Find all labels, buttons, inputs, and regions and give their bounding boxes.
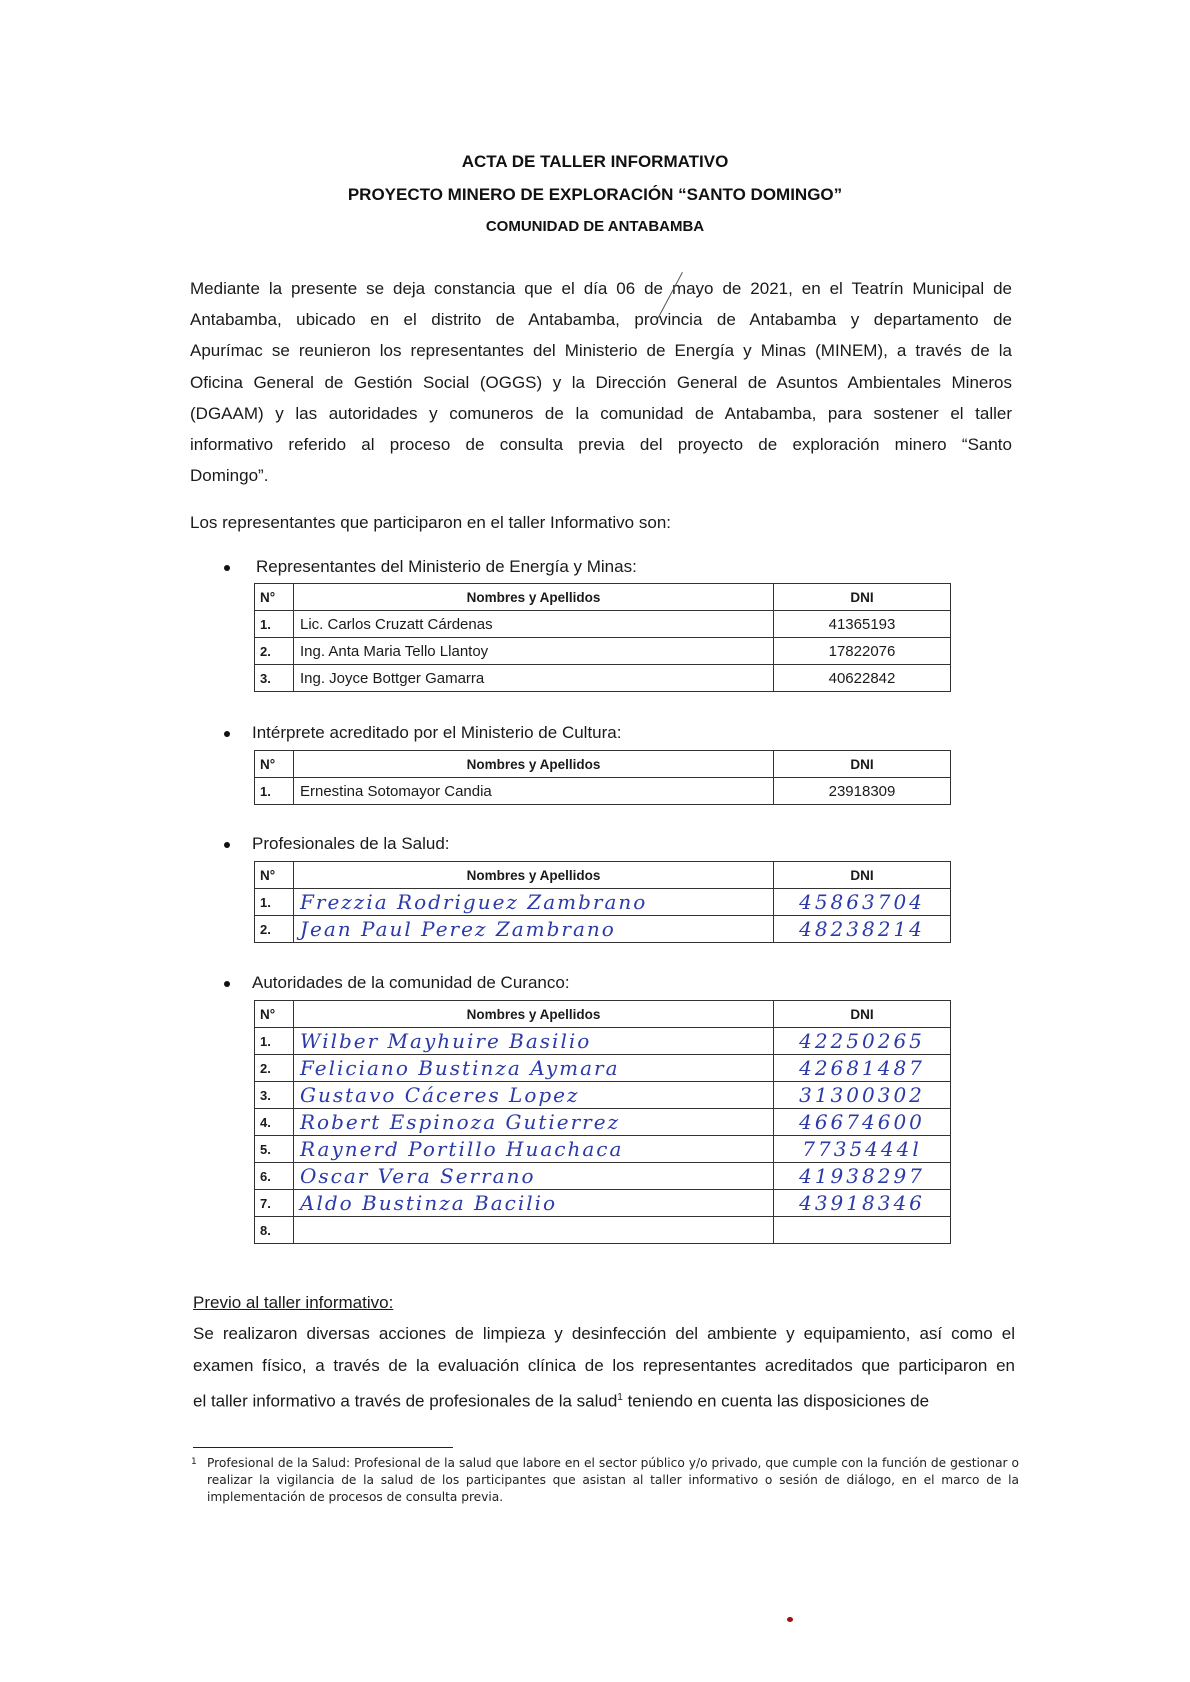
table-header-row: N° Nombres y Apellidos DNI (255, 1001, 951, 1028)
previo-line: el taller informativo a través de profesionales de la salud$^1$ teniendo en cuenta las disposiciones de (193, 1391, 930, 1411)
intro-line: Antabamba, ubicado en el distrito de Antabamba, provincia de Antabamba y departamento de (190, 310, 1012, 330)
handwritten-dni: 45863704 (774, 889, 951, 916)
table-row: 6. Oscar Vera Serrano 41938297 (255, 1163, 951, 1190)
table-row: 2. Jean Paul Perez Zambrano 48238214 (255, 916, 951, 943)
bullet-icon (224, 842, 230, 848)
previo-paragraph (193, 1318, 1015, 1418)
table-row: 1. Ernestina Sotomayor Candia 23918309 (255, 778, 951, 805)
handwritten-name: Raynerd Portillo Huachaca (294, 1136, 774, 1163)
interpreter-table (254, 750, 951, 805)
bullet-icon (224, 731, 230, 737)
table-row: 7. Aldo Bustinza Bacilio 43918346 (255, 1190, 951, 1217)
handwritten-dni: 41938297 (774, 1163, 951, 1190)
bullet-icon (224, 981, 230, 987)
table-row: 4. Robert Espinoza Gutierrez 46674600 (255, 1109, 951, 1136)
intro-line: (DGAAM) y las autoridades y comuneros de la comunidad de Antabamba, para sostener el taller (190, 403, 1012, 423)
table-row: 1. Frezzia Rodriguez Zambrano 45863704 (255, 889, 951, 916)
handwritten-name: Robert Espinoza Gutierrez (294, 1109, 774, 1136)
footnote-ref: 1 (617, 1392, 623, 1403)
intro-line: Mediante la presente se deja constancia que el día 06 de mayo de 2021, en el Teatrín Municipal de (190, 279, 1012, 298)
participants-intro: Los representantes que participaron en el taller Informativo son: (190, 513, 671, 532)
handwritten-dni: 42250265 (774, 1028, 951, 1055)
table-row: 2. Ing. Anta Maria Tello Llantoy 17822076 (255, 638, 951, 665)
scan-artifact (787, 1617, 793, 1622)
handwritten-dni: 46674600 (774, 1109, 951, 1136)
handwritten-name: Jean Paul Perez Zambrano (294, 916, 774, 943)
health-table (254, 861, 951, 943)
table-row: 1. Wilber Mayhuire Basilio 42250265 (255, 1028, 951, 1055)
handwritten-dni: 42681487 (774, 1055, 951, 1082)
intro-line: Apurímac se reunieron los representantes del Ministerio de Energía y Minas (MINEM), a través de la (190, 341, 1012, 361)
table-row: 1. Lic. Carlos Cruzatt Cárdenas 41365193 (255, 611, 951, 638)
handwritten-name: Wilber Mayhuire Basilio (294, 1028, 774, 1055)
table-header-row: N° Nombres y Apellidos DNI (255, 751, 951, 778)
handwritten-dni: 31300302 (774, 1082, 951, 1109)
handwritten-dni: 7735444l (774, 1136, 951, 1163)
handwritten-name: Gustavo Cáceres Lopez (294, 1082, 774, 1109)
intro-line: informativo referido al proceso de consulta previa del proyecto de exploración minero “Santo (190, 435, 1012, 455)
footnote (193, 1455, 1019, 1506)
footnote-divider (193, 1447, 453, 1448)
handwritten-name: Frezzia Rodriguez Zambrano (294, 889, 774, 916)
minem-table (254, 583, 951, 692)
table-row: 3. Gustavo Cáceres Lopez 31300302 (255, 1082, 951, 1109)
project-title: PROYECTO MINERO DE EXPLORACIÓN “SANTO DOMINGO” (347, 185, 843, 204)
handwritten-name: Feliciano Bustinza Aymara (294, 1055, 774, 1082)
community-title: COMUNIDAD DE ANTABAMBA (485, 218, 705, 235)
handwritten-name (294, 1217, 774, 1244)
previo-line: Se realizaron diversas acciones de limpieza y desinfección del ambiente y equipamiento, así como el (193, 1324, 1015, 1343)
footnote-mark: 1 (191, 1457, 197, 1467)
previo-heading: Previo al taller informativo: (193, 1293, 394, 1312)
table-header-row: N° Nombres y Apellidos DNI (255, 862, 951, 889)
table-row: 2. Feliciano Bustinza Aymara 42681487 (255, 1055, 951, 1082)
table-header-row: N° Nombres y Apellidos DNI (255, 584, 951, 611)
handwritten-dni: 48238214 (774, 916, 951, 943)
intro-line: Oficina General de Gestión Social (OGGS) y la Dirección General de Asuntos Ambientales Mineros (190, 372, 1012, 392)
table-row: 5. Raynerd Portillo Huachaca 7735444l (255, 1136, 951, 1163)
bullet-icon (224, 565, 230, 571)
document-page: ACTA DE TALLER INFORMATIVO PROYECTO MINERO DE EXPLORACIÓN “SANTO DOMINGO” COMUNIDAD DE ANTABAMBA Mediante la presente se deja constancia que el día 06 de mayo de 2021, en el Teatrín Municipal de Antabamba, ubicado en el distrito de Antabamba, provincia de Antabamba y departamento de Apurímac se reunieron los representantes del Ministerio de Energía y Minas (MINEM), a través de la Oficina General de Gestión Social (OGGS) y la Dirección General de Asuntos Ambientales Mineros (DGAAM) y las autoridades y comuneros de la comunidad de Antabamba, para sostener el taller informativo referido al proceso de consulta previa del proyecto de exploración minero “Santo Domingo”. Los representantes que participaron en el taller Informativo son: Representantes del Ministerio de Energía y Minas: N° Nombres y Apellidos DNI 1. Lic. Carlos Cruzatt Cárdenas 41365193 2. Ing. Anta Maria Tello Llantoy 17822076 3. Ing. Joyce Bottger Gamarra 40622842 Intérprete acreditado por el Ministerio de Cultura: N° Nombres y Apellidos DNI 1. Ernestina Sotomayor Candia 23918309 Profesionales de la Salud: N° Nombres y Apellidos DNI 1. Frezzia Rodriguez Zambrano 45863704 2. Jean Paul Perez Zambrano 48238214 Autoridades de la comunidad de Curanco: N° Nombres y Apellidos DNI 1. Wilber Mayhuire Basilio 42250265 2. Feliciano Bustinza Aymara 42681487 3. Gustavo Cáceres Lopez 31300302 4. Robert Espinoza Gutierrez 46674600 5. Raynerd Portillo Huachaca 7735444l 6. Oscar Vera Serrano 41938297 7. Aldo Bustinza Bacilio 43918346 8. Previo al taller informativo: Se realizaron diversas acciones de limpieza y desinfección del ambiente y equipamiento, así como el examen físico, a través de la evaluación clínica de los representantes acreditados que participaron en el taller informativo a través de profesionales de la salud$^1$ teniendo en cuenta las disposiciones de 1 Profesional de la Salud: Profesional de la salud que labore en el sector público y/o privado, que cumple con la función de gestionar o realizar la vigilancia de la salud de los participantes que asistan al taller informativo o sesión de diálogo, en el marco de la implementación de procesos de consulta previa. (0, 0, 1190, 1682)
document-title: ACTA DE TALLER INFORMATIVO (461, 152, 729, 171)
intro-line: Domingo”. (190, 466, 269, 486)
previo-line: examen físico, a través de la evaluación clínica de los representantes acreditados que participaron en (193, 1356, 1015, 1375)
table-row: 8. (255, 1217, 951, 1244)
handwritten-name: Oscar Vera Serrano (294, 1163, 774, 1190)
intro-paragraph (190, 273, 1012, 491)
table-row: 3. Ing. Joyce Bottger Gamarra 40622842 (255, 665, 951, 692)
handwritten-dni: 43918346 (774, 1190, 951, 1217)
handwritten-name: Aldo Bustinza Bacilio (294, 1190, 774, 1217)
footnote-text: Profesional de la Salud: Profesional de la salud que labore en el sector público y/o privado, que cumple con la función de gestionar o realizar la vigilancia de la salud de los participantes que asistan al taller informativo o sesión de diálogo, en el marco de la implementación de procesos de consulta previa. (207, 1456, 1019, 1504)
community-table (254, 1000, 951, 1244)
handwritten-dni (774, 1217, 951, 1244)
